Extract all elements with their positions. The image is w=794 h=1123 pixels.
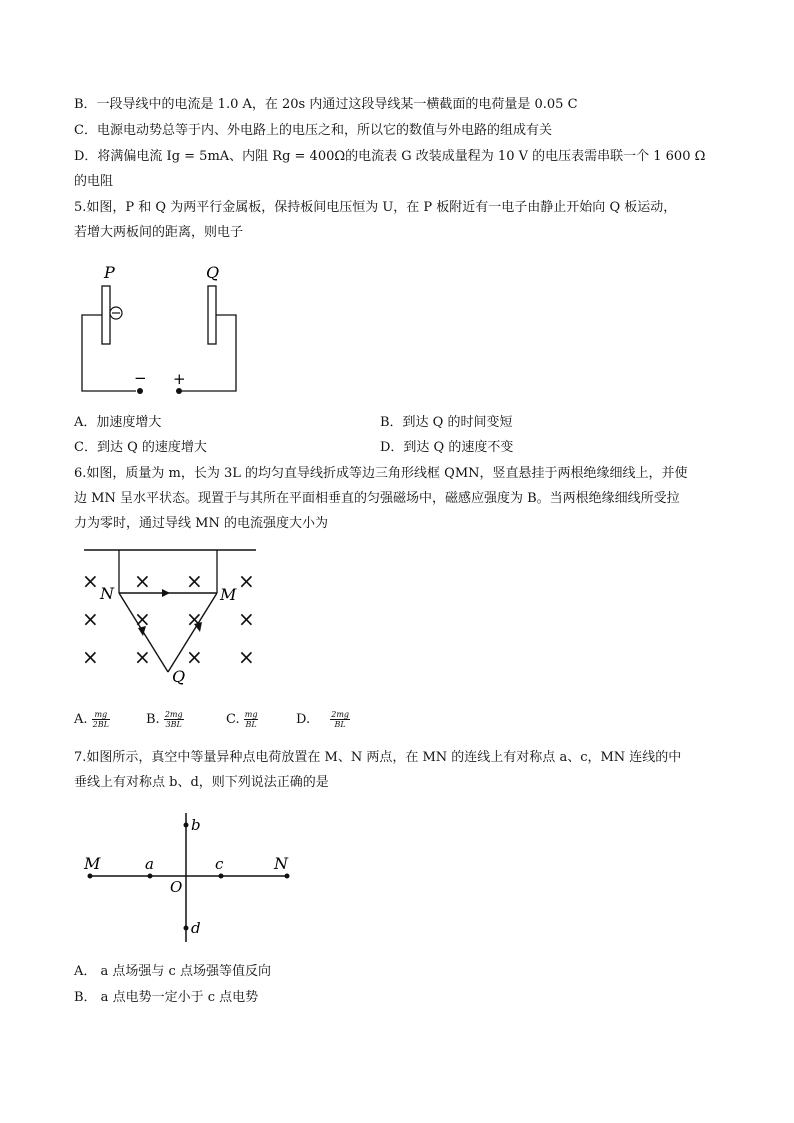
q6-option-a[interactable] [74, 710, 110, 729]
q7-point-d [184, 926, 189, 931]
q5-option-b[interactable]: B．到达 Q 的时间变短 [380, 415, 513, 430]
q7-stem-line1: 7.如图所示，真空中等量异种点电荷放置在 M、N 两点，在 MN 的连线上有对称点 a、c，MN 连线的中 [74, 750, 682, 765]
q6-option-c-fraction: $\frac{mg}{BL}$ [244, 710, 258, 729]
q5-stem-line1: 5.如图，P 和 Q 为两平行金属板，保持板间电压恒为 U，在 P 板附近有一电子由静止开始向 Q 板运动， [74, 200, 677, 215]
q6-option-d-fraction: $\frac{2mg}{BL}$ [331, 710, 350, 729]
q6-field-cross: × [134, 569, 151, 593]
q7-label-o: O [170, 878, 183, 896]
q6-field-cross: × [82, 607, 99, 631]
q7-point-c [219, 874, 224, 879]
q5-option-d[interactable]: D．到达 Q 的速度不变 [380, 440, 514, 455]
q5-terminal-minus [137, 388, 143, 394]
q5-label-p: P [104, 263, 115, 282]
q6-field-cross: × [186, 607, 203, 631]
q7-label-b: b [191, 816, 201, 834]
q7-option-b[interactable]: B． a 点电势一定小于 c 点电势 [74, 990, 259, 1005]
q5-stem-line2: 若增大两板间的距离，则电子 [74, 225, 244, 240]
q7-point-m [88, 874, 93, 879]
q6-label-q: Q [172, 667, 186, 686]
q6-field-cross: × [134, 607, 151, 631]
q5-plate-p [102, 286, 110, 344]
q6-option-d[interactable] [296, 710, 350, 729]
q5-capacitor-figure [74, 258, 254, 398]
q5-label-q: Q [206, 263, 220, 282]
q6-option-c[interactable] [226, 710, 258, 729]
q6-field-cross: × [186, 569, 203, 593]
q7-label-a: a [145, 855, 154, 873]
q6-field-cross: × [82, 569, 99, 593]
q7-option-a[interactable]: A． a 点场强与 c 点场强等值反向 [74, 964, 271, 979]
prev-option-d-line2: 的电阻 [74, 174, 114, 189]
q6-triangle-field-figure [74, 540, 264, 690]
q7-label-c: c [215, 855, 224, 873]
prev-option-b: B．一段导线中的电流是 1.0 A，在 20s 内通过这段导线某一横截面的电荷量是 0.05 C [74, 97, 578, 112]
q6-option-a-fraction: $\frac{mg}{2BL}$ [92, 710, 109, 729]
q5-option-c[interactable]: C．到达 Q 的速度增大 [74, 440, 207, 455]
q7-point-n [285, 874, 290, 879]
q6-option-b-fraction: $\frac{2mg}{3BL}$ [164, 710, 183, 729]
q6-stem-line2: 边 MN 呈水平状态。现置于与其所在平面相垂直的匀强磁场中，磁感应强度为 B。当两根绝缘细线所受拉 [74, 491, 680, 506]
q6-option-d-letter: D. [296, 712, 311, 727]
q7-stem-line2: 垂线上有对称点 b、d，则下列说法正确的是 [74, 775, 329, 790]
prev-option-d-line1: D．将满偏电流 Ig = 5mA、内阻 Rg = 400Ω的电流表 G 改装成量程为 10 V 的电压表需串联一个 1 600 Ω [74, 149, 706, 164]
q6-stem-line1: 6.如图，质量为 m，长为 3L 的均匀直导线折成等边三角形线框 QMN，竖直悬挂于两根绝缘细线上，并使 [74, 466, 688, 481]
q5-plate-q [208, 286, 216, 344]
q7-point-b [184, 823, 189, 828]
q6-field-cross: × [238, 645, 255, 669]
prev-option-c: C．电源电动势总等于内、外电路上的电压之和，所以它的数值与外电路的组成有关 [74, 123, 552, 138]
q5-terminal-plus [176, 388, 182, 394]
q5-option-a[interactable]: A．加速度增大 [74, 415, 162, 430]
q6-field-cross: × [186, 645, 203, 669]
q5-plus-sign: + [173, 370, 186, 388]
q6-option-a-letter: A. [74, 712, 88, 727]
q6-field-cross: × [82, 645, 99, 669]
q6-field-cross: × [238, 569, 255, 593]
q6-stem-line3: 力为零时，通过导线 MN 的电流强度大小为 [74, 516, 328, 531]
q6-option-c-letter: C. [226, 712, 240, 727]
q6-label-n: N [100, 584, 114, 603]
q6-option-b[interactable] [146, 710, 184, 729]
q7-label-d: d [191, 919, 201, 937]
q7-charges-figure [82, 808, 297, 948]
q6-field-cross: × [134, 645, 151, 669]
q6-option-b-letter: B. [146, 712, 160, 727]
q7-label-n: N [274, 854, 288, 873]
q6-label-m: M [220, 585, 237, 604]
q7-point-a [148, 874, 153, 879]
q5-minus-sign: − [134, 369, 147, 387]
q6-field-cross: × [238, 607, 255, 631]
q7-label-m: M [84, 854, 101, 873]
